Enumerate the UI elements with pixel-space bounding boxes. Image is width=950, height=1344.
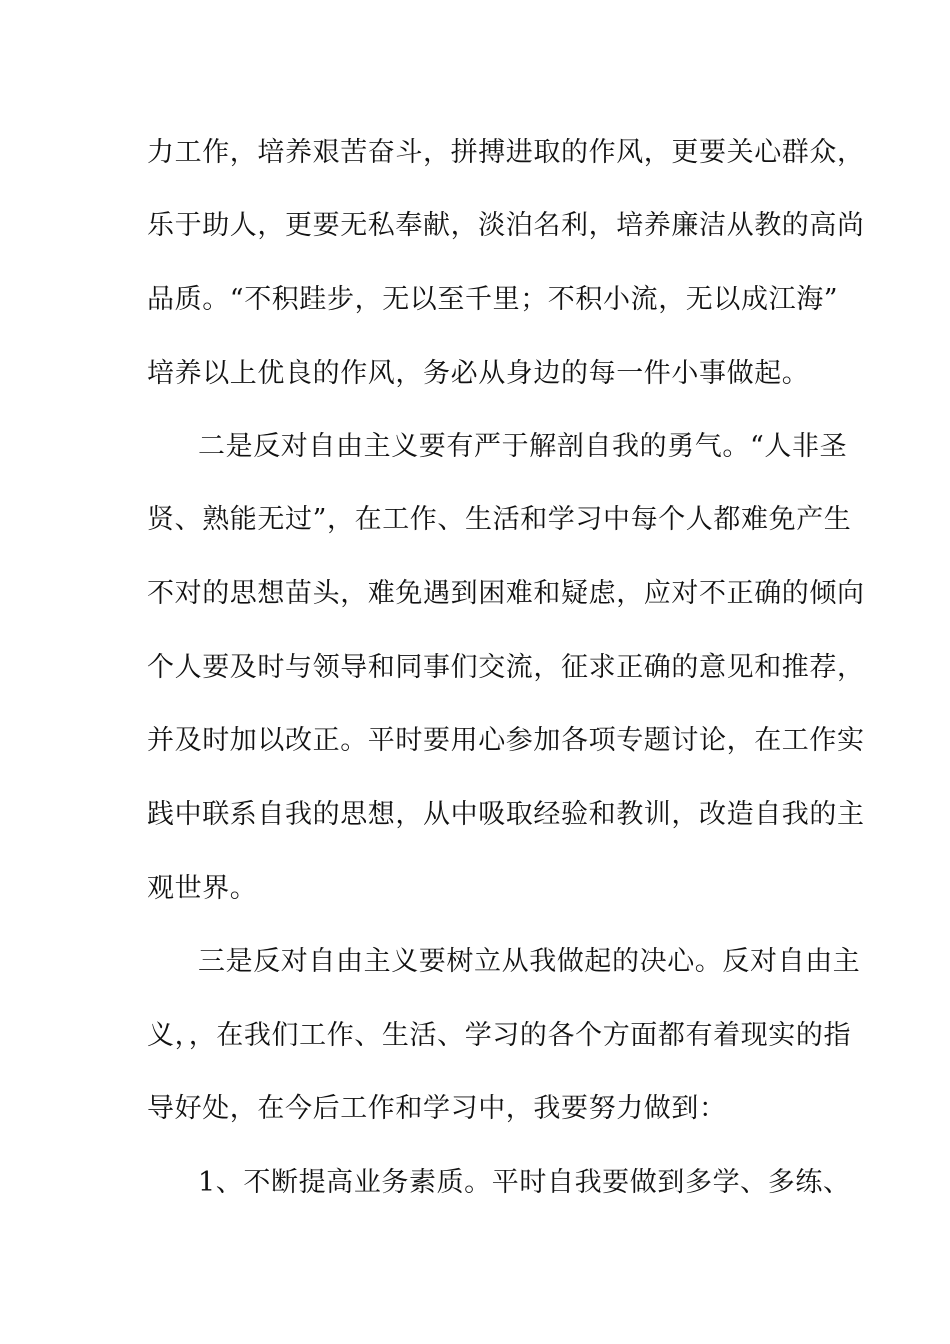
text-line-2: 乐于助人，更要无私奉献，淡泊名利，培养廉洁从教的高尚: [147, 210, 865, 241]
text-line-3: 品质。“不积跬步，无以至千里；不积小流，无以成江海”: [147, 284, 839, 315]
text-line-9: 并及时加以改正。平时要用心参加各项专题讨论，在工作实: [147, 725, 865, 756]
text-line-4: 培养以上优良的作风，务必从身边的每一件小事做起。: [147, 358, 810, 389]
paragraph-3-first-line: 三是反对自由主义要树立从我做起的决心。反对自由主: [198, 946, 861, 977]
text-line-1: 力工作，培养艰苦奋斗，拼搏进取的作风，更要关心群众，: [147, 137, 865, 168]
text-line-6: 贤、熟能无过”，在工作、生活和学习中每个人都难免产生: [147, 504, 852, 535]
text-line-10: 践中联系自我的思想，从中吸取经验和教训，改造自我的主: [147, 799, 865, 830]
numbered-item-1: 1、不断提高业务素质。平时自我要做到多学、多练、: [198, 1167, 851, 1198]
text-line-7: 不对的思想苗头，难免遇到困难和疑虑，应对不正确的倾向: [147, 578, 865, 609]
text-line-8: 个人要及时与领导和同事们交流，征求正确的意见和推荐，: [147, 652, 865, 683]
paragraph-2-first-line: 二是反对自由主义要有严于解剖自我的勇气。“人非圣: [198, 431, 848, 462]
text-line-14: 导好处，在今后工作和学习中，我要努力做到：: [147, 1093, 727, 1124]
text-line-11: 观世界。: [147, 873, 258, 904]
text-line-13: 义，，在我们工作、生活、学习的各个方面都有着现实的指: [147, 1020, 852, 1051]
